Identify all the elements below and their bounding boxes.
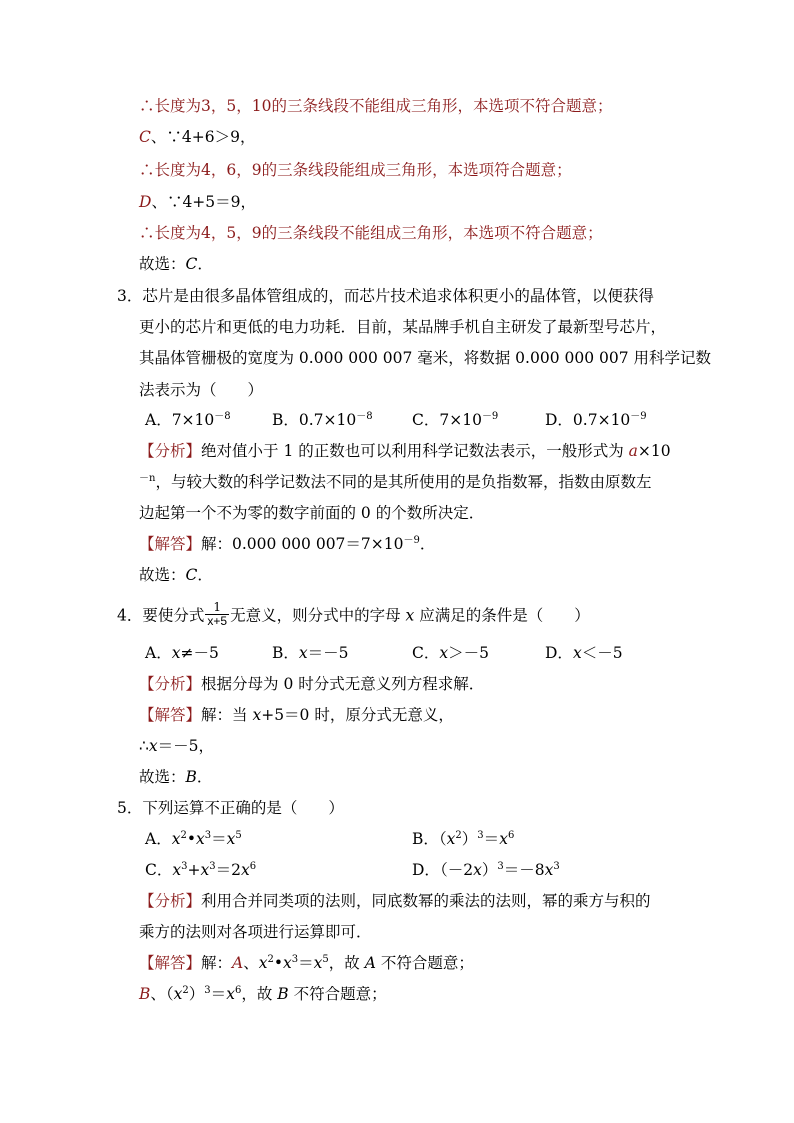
q3-option-c: C．$7\times 10^{-9}$ [412, 411, 499, 429]
q3-answer: 【解答】解：0.000 000 $007=7\times 10^{-9}$． [139, 535, 436, 553]
q5-option-c: C．$x^3+x^3=2x^6$ [145, 861, 257, 879]
q4-stem: 4．要使分式 $\frac{1}{x+5}$ 无意义，则分式中的字母 x 应满足的条件是（ ） [117, 600, 590, 628]
q3-choose: 故选：C． [139, 566, 213, 584]
q3-line-1: 3．芯片是由很多晶体管组成的，而芯片技术追求体积更小的晶体管，以便获得 [117, 287, 654, 305]
q5-option-d: D．$(-2x)^3=-8x^3$ [412, 861, 560, 879]
answer-tag: 【解答】 [139, 706, 202, 724]
q5-option-a: A．$x^2•x^3=x^5$ [145, 830, 242, 848]
q4-option-c: C．x＞－5 [412, 644, 489, 662]
prev-c-line: C、∵4+6＞9， [139, 128, 256, 146]
q4-therefore: ∴x＝－5， [139, 737, 214, 755]
q5-answer-b: B、$(x^2)^3=x^6$，故 B 不符合题意； [139, 985, 387, 1003]
q3-line-2: 更小的芯片和更低的电力功耗．目前，某品牌手机自主研发了最新型号芯片， [139, 318, 667, 336]
prev-choose: 故选：C． [139, 255, 213, 273]
answer-tag: 【解答】 [139, 954, 202, 972]
q3-option-d: D．$0.7\times 10^{-9}$ [545, 411, 647, 429]
q3-analysis-line-2: $^{-n}$，与较大数的科学记数法不同的是其所使用的是负指数幂，指数由原数左 [139, 473, 652, 491]
q5-stem: 5．下列运算不正确的是（ ） [117, 799, 344, 817]
analysis-tag: 【分析】 [139, 892, 202, 910]
q3-option-b: B．$0.7\times 10^{-8}$ [272, 411, 373, 429]
q4-option-b: B．x＝－5 [272, 644, 349, 662]
q5-option-b: B．$(x^2)^3=x^6$ [412, 830, 515, 848]
prev-b-conclusion: ∴长度为3，5，10的三条线段不能组成三角形，本选项不符合题意； [139, 97, 613, 115]
q3-analysis-line-3: 边起第一个不为零的数字前面的 0 的个数所决定． [139, 504, 485, 522]
q4-analysis: 【分析】根据分母为 0 时分式无意义列方程求解． [139, 675, 485, 693]
answer-tag: 【解答】 [139, 535, 202, 553]
question-number: 3． [117, 287, 143, 305]
prev-d-conclusion: ∴长度为4，5，9的三条线段不能组成三角形，本选项不符合题意； [139, 224, 603, 242]
q5-answer-a: 【解答】解：A、$x^2•x^3=x^5$，故 A 不符合题意； [139, 954, 474, 972]
q3-analysis-line-1: 【分析】绝对值小于 1 的正数也可以利用科学记数法表示，一般形式为 a×10 [139, 442, 671, 460]
question-number: 5． [117, 799, 143, 817]
q4-choose: 故选：B． [139, 768, 213, 786]
q5-analysis-line-2: 乘方的法则对各项进行运算即可． [139, 923, 372, 941]
q3-option-a: A．$7\times 10^{-8}$ [145, 411, 231, 429]
q4-answer: 【解答】解：当 x+5＝0 时，原分式无意义， [139, 706, 454, 724]
analysis-tag: 【分析】 [139, 675, 202, 693]
prev-d-line: D、∵4+5＝9， [139, 193, 257, 211]
prev-c-conclusion: ∴长度为4，6，9的三条线段能组成三角形，本选项符合题意； [139, 161, 572, 179]
fraction: $\frac{1}{x+5}$ [207, 600, 228, 628]
question-number: 4． [117, 606, 143, 625]
q4-option-d: D．x＜－5 [545, 644, 623, 662]
q3-line-3: 其晶体管栅极的宽度为 0.000 000 007 毫米，将数据 0.000 000 007 用科学记数 [139, 349, 712, 367]
analysis-tag: 【分析】 [139, 442, 202, 460]
q4-option-a: A．x≠－5 [145, 644, 219, 662]
q3-line-4: 法表示为（ ） [139, 381, 264, 399]
q5-analysis-line-1: 【分析】利用合并同类项的法则，同底数幂的乘法的法则，幂的乘方与积的 [139, 892, 651, 910]
